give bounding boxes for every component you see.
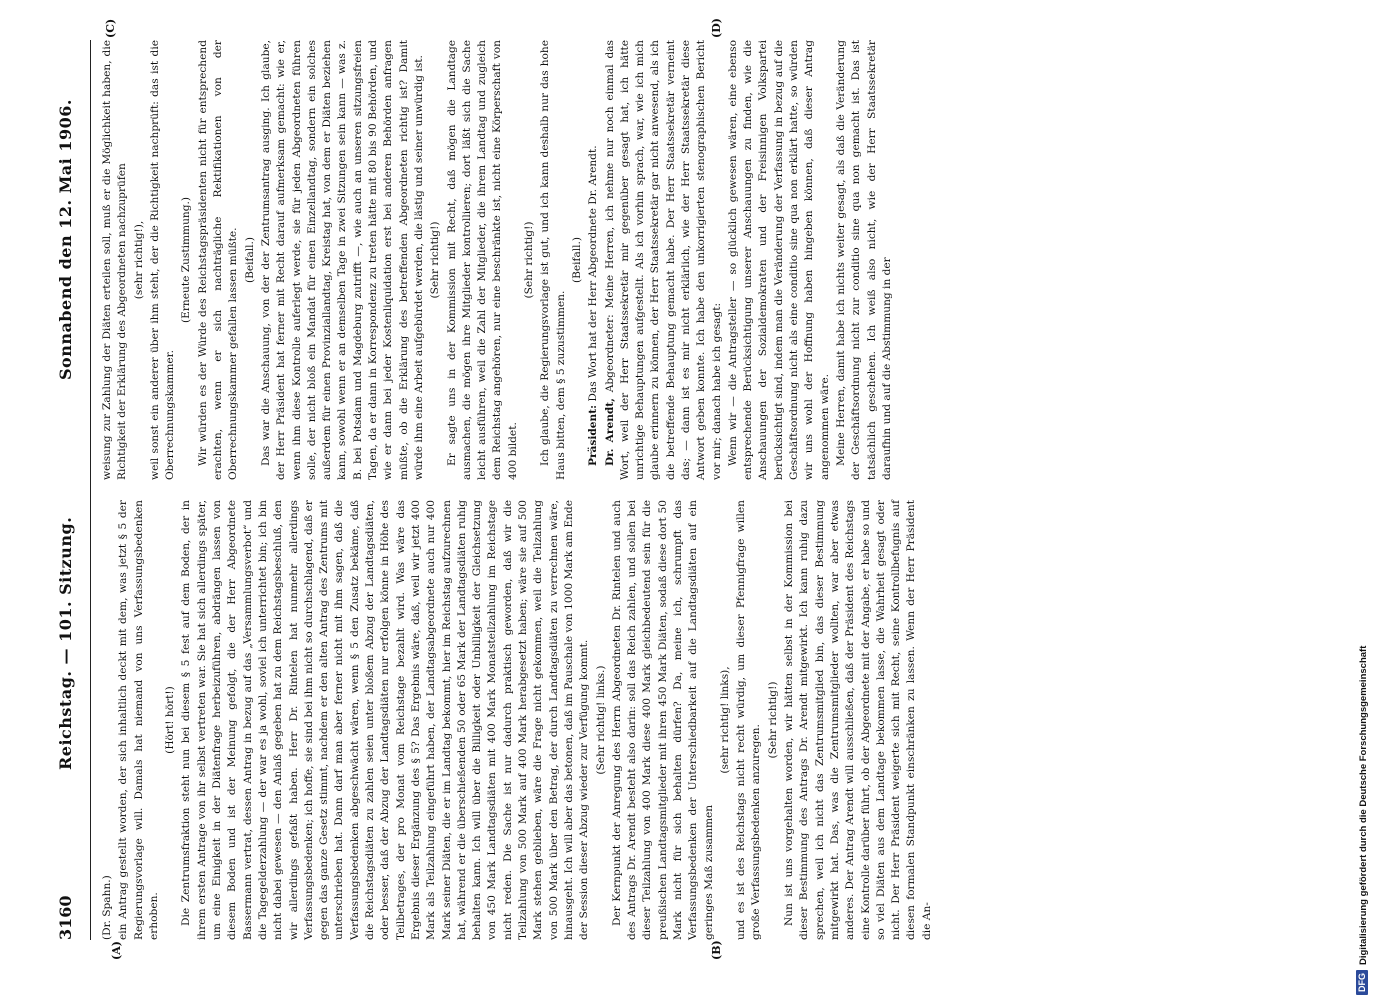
interjection: (Sehr richtig!) <box>766 681 779 759</box>
interjection: (Sehr richtig! links.) <box>594 665 607 775</box>
margin-mark-b: (B) <box>710 940 723 960</box>
page-header <box>52 40 82 940</box>
paragraph: ein Antrag gestellt worden, der sich inhaltlich deckt mit dem, was jetzt § 5 der Regierungsvorlage will. Damals hat niemand von uns Verfassungsbedenken erhoben. <box>117 500 160 940</box>
paragraph: Wenn wir — die Antragsteller — so glücklich gewesen wären, eine ebenso entsprechende Berücksichtigung unserer Anschauungen zu finden, wie die Anschauungen der Sozialdemokraten und der Freisinnigen Volkspartei berücksichtigt sind, indem man die Veränderung der Verfassung in bezug auf die Geschäftsordnung nicht als eine conditio sine qua non erklärt hatte, so würden wir uns wohl der Hoffnung haben hingeben können, daß dieser Antrag angenommen wäre. <box>726 40 831 480</box>
digitization-strip <box>1354 0 1374 1000</box>
paragraph: Ich glaube, die Regierungsvorlage ist gut, und ich kann deshalb nur das hohe Haus bitten, dem § 5 zuzustimmen. <box>539 40 567 480</box>
paragraph <box>586 40 601 480</box>
interjection: (Hört! hört!) <box>164 686 177 754</box>
margin-mark-d: (D) <box>710 18 723 38</box>
interjection: (Beifall.) <box>570 236 583 284</box>
dfg-logo: DFG <box>1356 970 1368 995</box>
speaker-name: Präsident: <box>587 404 600 466</box>
interjection: (sehr richtig!), <box>132 220 145 300</box>
paragraph: weil sonst ein anderer über ihm steht, der die Richtigkeit nachprüft: das ist die Oberrechnungskammer. <box>148 40 177 480</box>
margin-mark-a: (A) <box>110 941 123 960</box>
left-column <box>100 500 936 940</box>
paragraph: Die Zentrumsfraktion steht nun bei diesem § 5 fest auf dem Boden, der in ihrem ersten Antrage von ihr selbst vertreten war. Sie hat sich allerdings später, um eine Einigkeit in der Diätenfrage herbeizuführen, abdrängen lassen von diesem Boden und ist der Meinung gefolgt, die der Herr Abgeordnete Bassermann vertrat, dessen Antrag in bezug auf das „Versammlungsverbot“ und die Tagegelderzahlung — der war es ja wohl, soviel ich unterrichtet bin; ich bin nicht dabei gewesen — den Anlaß gegeben hat zu dem Reichstagsbeschluß, den wir allerdings gefaßt haben. Herr Dr. Rintelen hat nunmehr allerdings Verfassungsbedenken; ich hoffe, sie sind bei ihm nicht so durchschlagend, daß er gegen das ganze Gesetz stimmt, nachdem er den alten Antrag des Zentrums mit unterschrieben hat. Dann darf man aber ferner nicht mit ihm sagen, daß die Verfassungsbedenken abgeschwächt wären, wenn § 5 den Zusatz bekäme, daß die Reichstagsdiäten zu zahlen seien unter bloßem Abzug der Landtagsdiäten, oder besser, daß der Abzug der Landtagsdiäten nur erfolgen könne in Höhe des Teilbetrages, der pro Monat vom Reichstage bezahlt wird. Was wäre das Ergebnis dieser Ergänzung des § 5? Das Ergebnis wäre, daß, weil wir jetzt 400 Mark als Teilzahlung eingeführt haben, der Landtagsabgeordnete auch nur 400 Mark seiner Diäten, die er im Landtag bekommt, hier im Reichstag aufzurechnen hat, während er die überschießenden 50 oder 65 Mark der Landtagsdiäten ruhig behalten kann. Ich will über die Billigkeit oder Unbilligkeit der Gleichsetzung von 450 Mark Landtagsdiäten mit 400 Mark Monatsteilzahlung im Reichstage nicht reden. Die Sache ist nur dadurch praktisch geworden, daß wir die Teilzahlung von 500 Mark auf 400 Mark herabgesetzt haben; wäre sie auf 500 Mark stehen geblieben, wäre die Frage nicht gekommen, weil die Teilzahlung von 500 Mark über den Betrag, der durch Landtagsdiäten zu verrechnen wäre, hinausgeht. Ich will aber das betonen, daß im Pauschale von 1000 Mark am Ende der Session dieser Abzug wieder zur Verfügung kommt. <box>180 500 591 940</box>
paragraph: und es ist des Reichstags nicht recht würdig, um dieser Pfennigfrage willen große Verfassungsbedenken anzuregen. <box>735 500 763 940</box>
speech-text: Abgeordneter: Meine Herren, ich nehme nur noch einmal das Wort, weil der Herr Staatssekretär mir gegenüber gesagt hat, ich hätte unrichtige Behauptungen aufgestellt. Als ich vorhin sprach, war, wie ich mich glaube erinnern zu können, der Herr Staatssekretär gar nicht anwesend, als ich die betreffende Behauptung gemacht habe. Der Herr Staatssekretär verneint das; — dann ist es mir nicht erklärlich, wie der Herr Staatssekretär diese Antwort geben konnte. Ich habe den unkorrigierten stenographischen Bericht vor mir; danach habe ich gesagt: <box>603 40 723 480</box>
paragraph: (Dr. Spahn.) <box>101 875 113 940</box>
margin-mark-c: (C) <box>104 18 117 38</box>
speech-text: Das Wort hat der Herr Abgeordnete Dr. Arendt. <box>587 145 600 402</box>
session-date: Sonnabend den 12. Mai 1906. <box>56 99 75 380</box>
interjection: (Sehr richtig!) <box>523 221 536 299</box>
interjection: (sehr richtig! links), <box>718 666 731 774</box>
page-number: 3160 <box>56 895 75 940</box>
header-rule <box>90 40 91 940</box>
interjection: (Beifall.) <box>243 236 256 284</box>
interjection: (Sehr richtig!) <box>429 221 442 299</box>
digitization-note: Digitalisierung gefördert durch die Deutsche Forschungsgemeinschaft <box>1358 645 1369 965</box>
paragraph: Er sagte uns in der Kommission mit Recht, daß mögen die Landtage ausmachen, die mögen ihre Mitglieder kontrollieren; dort läßt sich die Sache leicht ausführen, weil die Zahl der Mitglieder, die ihrem Landtag und zugleich dem Reichstag angehören, nur eine beschränkte ist, nicht eine Körperschaft von 400 bildet. <box>445 40 519 480</box>
speaker-name: Dr. Arendt, <box>603 398 616 466</box>
paragraph: Das war die Anschauung, von der der Zentrumsantrag ausging. Ich glaube, der Herr Präsident hat ferner mit Recht darauf aufmerksam gemacht: wie er, wenn ihm diese Kontrolle auferlegt werde, sie für jeden Abgeordneten führen solle, der nicht bloß ein Mandat für einen Einzellandtag, sondern ein solches außerdem für einen Provinziallandtag, Kreistag hat, von dem er Diäten beziehen kann, sowohl wenn er an demselben Tage in zwei Sitzungen sein kann — was z. B. bei Potsdam und Magdeburg zutrifft —, wie auch an unseren sitzungsfreien Tagen, da er dann in Korrespondenz zu treten hätte mit 80 bis 90 Behörden, und wie er dann bei jeder Kostenliquidation erst bei anderen Behörden anfragen müßte, ob die Erklärung des betreffenden Abgeordneten richtig ist? Damit würde ihm eine Arbeit aufgebürdet werden, die lästig und seiner unwürdig ist. <box>259 40 425 480</box>
paragraph: Wir würden es der Würde des Reichstagspräsidenten nicht für entsprechend erachten, wenn er sich nachträgliche Rektifikationen von der Oberrechnungskammer gefallen lassen müßte. <box>196 40 240 480</box>
paragraph: Der Kernpunkt der Anregung des Herrn Abgeordneten Dr. Rintelen und auch des Antrags Dr. Arendt besteht also darin: soll das Reich zahlen, und sollen bei dieser Teilzahlung von 400 Mark diese 400 Mark gleichbedeutend sein für die preußischen Landtagsmitglieder mit ihren 450 Mark Diäten, sodaß diese dort 50 Mark nicht für sich behalten dürfen? Da, meine ich, schrumpft das Verfassungsbedenken der Unterschiedbarkeit auf die Landtagsdiäten auf ein geringes Maß zusammen <box>610 500 715 940</box>
paragraph: Nun ist uns vorgehalten worden, wir hätten selbst in der Kommission bei dieser Bestimmung des Antrags Dr. Arendt mitgewirkt. Ich kann ruhig dazu sprechen, weil ich nicht das Zentrumsmitglied bin, das dieser Bestimmung mitgewirkt hat. Das, was die Zentrumsmitglieder wollten, war aber etwas anderes. Der Antrag Arendt will ausschließen, daß der Präsident des Reichstags eine Kontrolle darüber führt, ob der Abgeordnete mit der Angabe, er habe so und so viel Diäten aus dem Landtage bekommen lasse, die Wahrheit gesagt oder nicht. Der Herr Präsident weigerte sich mit Recht, seine Kontrollbefugnis auf diesen formalen Standpunkt einschränken zu lassen. Wenn der Herr Präsident die An- <box>783 500 933 940</box>
paragraph <box>603 40 725 480</box>
session-title: Reichstag. — 101. Sitzung. <box>56 516 75 770</box>
interjection: (Erneute Zustimmung.) <box>180 196 193 324</box>
right-column <box>100 40 896 480</box>
paragraph: weisung zur Zahlung der Diäten erteilen soll, muß er die Möglichkeit haben, die Richtigkeit der Erklärung des Abgeordneten nachzuprüfen <box>101 40 129 480</box>
paragraph: Meine Herren, damit habe ich nichts weiter gesagt, als daß die Veränderung der Geschäftsordnung nicht zur conditio sine qua non gemacht ist. Das ist tatsächlich geschehen. Ich weiß also nicht, wie der Herr Staatssekretär daraufhin und auf die Abstimmung in der <box>834 40 893 480</box>
